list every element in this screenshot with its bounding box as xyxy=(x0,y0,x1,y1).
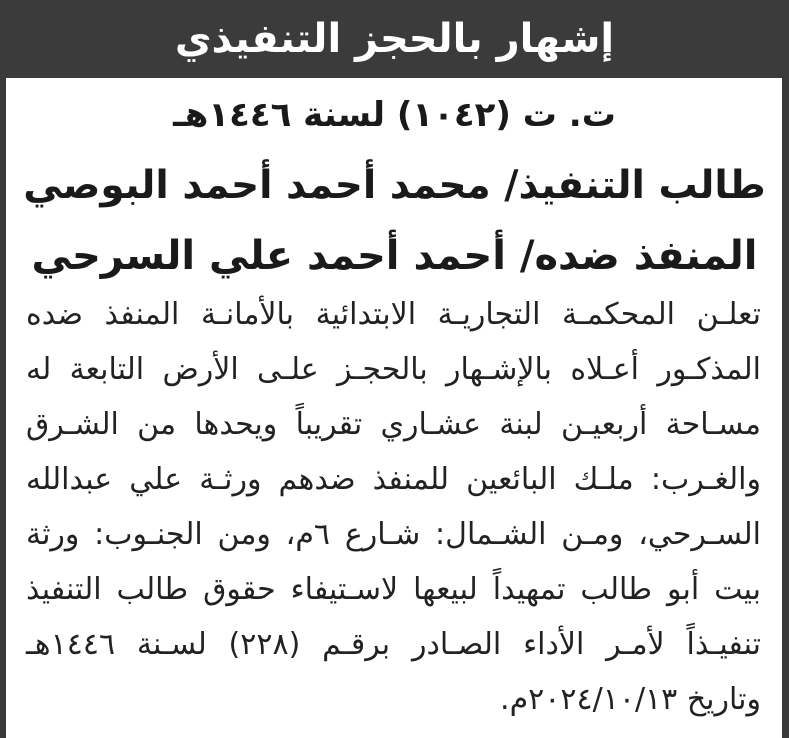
respondent-line: المنفذ ضده/ أحمد أحمد علي السرحي xyxy=(31,233,758,279)
body-line-1: تعلـن المحكمـة التجاريـة الابتدائية بالأمانـة المنفذ ضده xyxy=(26,297,761,332)
body-line-2: المذكـور أعـلاه بالإشـهار بالحجـز علـى الأرض التابعة له xyxy=(26,352,761,387)
header-bar xyxy=(0,0,789,78)
body-line-3: مسـاحة أربعيـن لبنة عشـاري تقريباً ويحدها من الشـرق xyxy=(26,407,761,442)
frame-border-right xyxy=(782,0,789,738)
petitioner-line: طالب التنفيذ/ محمد أحمد أحمد البوصي xyxy=(23,163,766,208)
body-line-4: والغـرب: ملـك البائعين للمنفذ ضدهم ورثـة علي عبدالله xyxy=(26,462,761,497)
body-line-8: وتاريخ ٢٠٢٤/١٠/١٣م. xyxy=(500,682,761,717)
case-number: ت. ت (١٠٤٢) لسنة ١٤٤٦هـ xyxy=(173,95,616,135)
body-line-5: السـرحي، ومـن الشـمال: شـارع ٦م، ومن الجنـوب: ورثة xyxy=(26,517,762,552)
body-line-6: بيت أبو طالب تمهيداً لبيعها لاسـتيفاء حقوق طالب التنفيذ xyxy=(26,572,761,607)
notice-title: إشهار بالحجز التنفيذي xyxy=(174,16,615,62)
frame-border-left xyxy=(0,0,6,738)
body-line-7: تنفيـذاً لأمـر الأداء الصـادر برقـم (٢٢٨) لسـنة ١٤٤٦هـ xyxy=(26,627,762,662)
